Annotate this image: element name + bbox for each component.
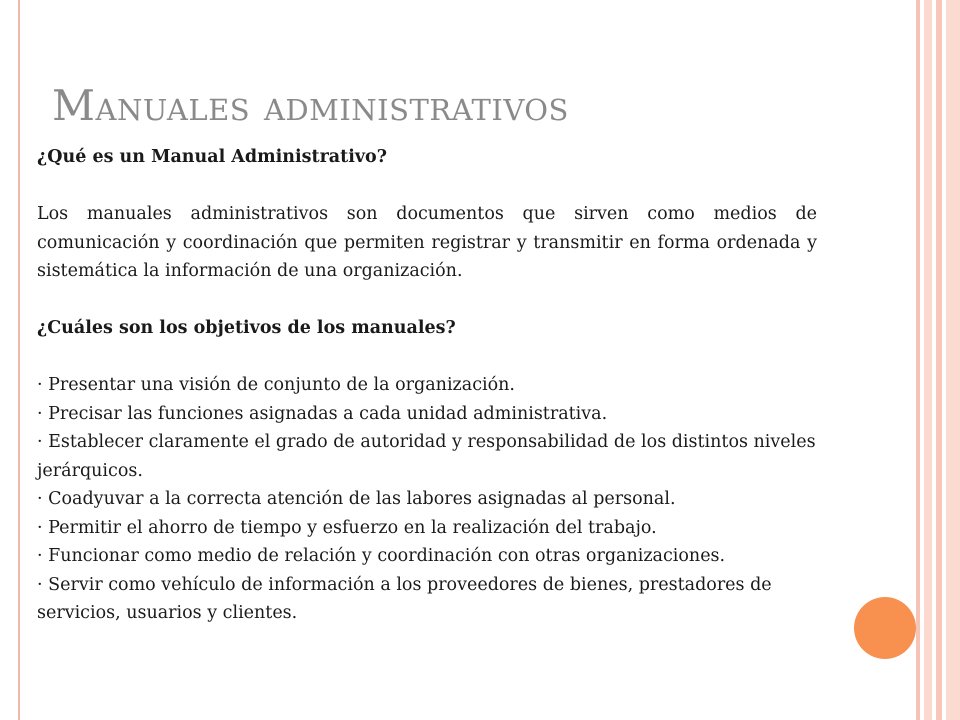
question-heading: ¿Qué es un Manual Administrativo?	[37, 147, 387, 167]
spacer	[37, 286, 817, 315]
question-heading: ¿Cuáles son los objetivos de los manuales?	[37, 318, 456, 338]
border-stripe	[924, 0, 932, 720]
slide-left-border	[0, 0, 20, 720]
objective-item: · Funcionar como medio de relación y coordinación con otras organizaciones.	[37, 546, 726, 566]
border-stripe	[936, 0, 942, 720]
definition-paragraph: Los manuales administrativos son documentos que sirven como medios de comunicación y coordinación que permiten registrar y transmitir en forma ordenada y sistemática la información de una organización.	[37, 204, 817, 281]
objective-item: · Establecer claramente el grado de autoridad y responsabilidad de los distintos niveles jerárquicos.	[37, 432, 816, 481]
objective-item: · Permitir el ahorro de tiempo y esfuerzo en la realización del trabajo.	[37, 517, 657, 538]
border-stripe	[916, 0, 920, 720]
spacer	[37, 172, 817, 201]
objective-item: · Coadyuvar a la correcta atención de las labores asignadas al personal.	[37, 489, 676, 509]
border-stripe	[946, 0, 960, 720]
decorative-circle	[854, 597, 916, 659]
slide-body	[37, 143, 817, 628]
objective-item: · Precisar las funciones asignadas a cada unidad administrativa.	[37, 403, 608, 424]
spacer	[37, 343, 817, 372]
slide-title: Manuales administrativos	[52, 81, 569, 130]
objective-item: · Presentar una visión de conjunto de la organización.	[37, 375, 515, 395]
objective-item: · Servir como vehículo de información a los proveedores de bienes, prestadores de servicios, usuarios y clientes.	[37, 574, 772, 623]
